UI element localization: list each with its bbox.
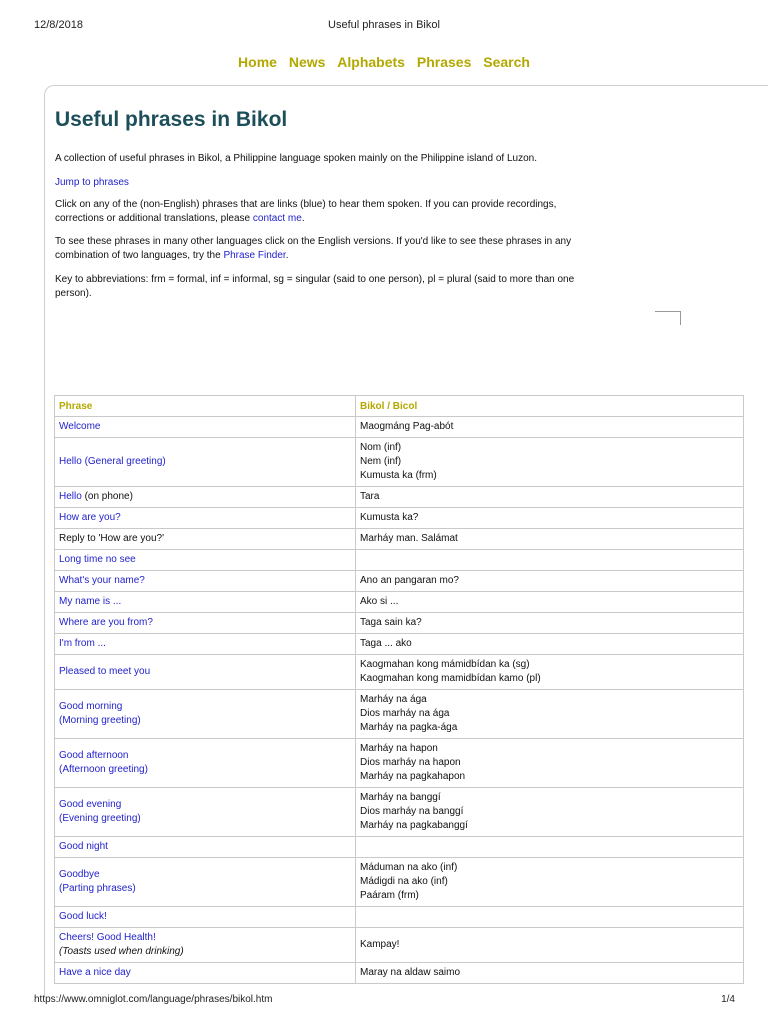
bikol-text: Tara	[360, 491, 380, 502]
print-date: 12/8/2018	[34, 19, 83, 31]
bikol-text: Marháy man. Salámat	[360, 533, 458, 544]
table-row	[55, 907, 744, 928]
header-phrase: Phrase	[55, 396, 356, 417]
phrase-text[interactable]: Good evening	[59, 799, 122, 810]
phrase-text[interactable]: Good morning	[59, 701, 123, 712]
table-row	[55, 550, 744, 571]
bikol-text: Kampay!	[360, 939, 400, 950]
bikol-cell	[356, 690, 744, 739]
bikol-cell	[356, 613, 744, 634]
phrase-cell	[55, 529, 356, 550]
phrase-text[interactable]: I'm from ...	[59, 638, 106, 649]
jump-to-phrases-link[interactable]: Jump to phrases	[55, 177, 129, 188]
table-row	[55, 571, 744, 592]
bikol-cell	[356, 487, 744, 508]
table-row	[55, 417, 744, 438]
bikol-cell	[356, 508, 744, 529]
phrase-text[interactable]: Goodbye	[59, 869, 100, 880]
phrase-text[interactable]: How are you?	[59, 512, 121, 523]
bikol-text: Maray na aldaw saimo	[360, 967, 461, 978]
see-instructions: To see these phrases in many other languages click on the English versions. If you'd like to see these phrases in any combination of two languages, try the Phrase Finder.	[55, 236, 572, 261]
bikol-cell	[356, 634, 744, 655]
nav-search[interactable]: Search	[483, 54, 530, 70]
page-title: Useful phrases in Bikol	[55, 108, 288, 131]
phrase-text[interactable]: What's your name?	[59, 575, 145, 586]
phrase-text[interactable]: Cheers! Good Health!	[59, 932, 156, 943]
phrase-text[interactable]: Where are you from?	[59, 617, 153, 628]
bikol-text: Kumusta ka?	[360, 512, 419, 523]
phrase-text[interactable]: My name is ...	[59, 596, 122, 607]
bikol-cell	[356, 592, 744, 613]
table-row	[55, 739, 744, 788]
bikol-text: Nom (inf)	[360, 442, 402, 453]
bikol-text: Dios marháy na banggí	[360, 806, 464, 817]
phrase-cell	[55, 907, 356, 928]
bikol-text: Taga ... ako	[360, 638, 412, 649]
nav-home[interactable]: Home	[238, 54, 277, 70]
bikol-cell	[356, 858, 744, 907]
phrase-cell	[55, 613, 356, 634]
bikol-text: Marháy na pagka-ága	[360, 722, 458, 733]
bikol-cell	[356, 571, 744, 592]
bikol-text: Marháy na ága	[360, 694, 427, 705]
phrase-cell	[55, 438, 356, 487]
phrase-cell	[55, 788, 356, 837]
phrase-text[interactable]: Welcome	[59, 421, 101, 432]
table-row	[55, 963, 744, 984]
phrase-text[interactable]: Long time no see	[59, 554, 136, 565]
bikol-text: Ano an pangaran mo?	[360, 575, 459, 586]
table-row	[55, 592, 744, 613]
phrase-text[interactable]: Hello (General greeting)	[59, 456, 166, 467]
phrases-table-body	[55, 417, 744, 984]
click-instructions: Click on any of the (non-English) phrases that are links (blue) to hear them spoken. If you can provide recordings, corrections or additional translations, please contact me.	[55, 199, 557, 224]
bikol-text: Taga sain ka?	[360, 617, 422, 628]
bikol-text: Ako si ...	[360, 596, 399, 607]
phrase-qualifier: (on phone)	[81, 491, 133, 502]
bikol-text: Marháy na banggí	[360, 792, 441, 803]
table-row	[55, 634, 744, 655]
phrase-note: (Toasts used when drinking)	[59, 946, 184, 957]
table-row	[55, 613, 744, 634]
phrase-text[interactable]: Have a nice day	[59, 967, 131, 978]
phrase-cell	[55, 550, 356, 571]
table-row	[55, 837, 744, 858]
print-footer-url: https://www.omniglot.com/language/phrases/bikol.htm	[34, 994, 273, 1005]
embedded-frame-edge	[655, 311, 681, 325]
bikol-text: Paáram (frm)	[360, 890, 419, 901]
phrase-cell	[55, 634, 356, 655]
bikol-cell	[356, 907, 744, 928]
bikol-text: Marháy na hapon	[360, 743, 438, 754]
abbreviation-key: Key to abbreviations: frm = formal, inf = informal, sg = singular (said to one person), pl = plural (said to more than one person).	[55, 274, 575, 299]
table-row	[55, 928, 744, 963]
phrase-cell	[55, 571, 356, 592]
phrase-cell	[55, 739, 356, 788]
nav-news[interactable]: News	[288, 54, 326, 70]
table-row	[55, 858, 744, 907]
bikol-text: Mádigdi na ako (inf)	[360, 876, 448, 887]
bikol-text: Kumusta ka (frm)	[360, 470, 437, 481]
phrase-cell	[55, 928, 356, 963]
bikol-text: Kaogmahan kong mámidbídan ka (sg)	[360, 659, 530, 670]
bikol-cell	[356, 837, 744, 858]
nav-alphabets[interactable]: Alphabets	[337, 54, 405, 70]
phrase-text[interactable]: (Evening greeting)	[59, 813, 141, 824]
nav-phrases[interactable]: Phrases	[416, 54, 472, 70]
table-row	[55, 690, 744, 739]
table-row	[55, 487, 744, 508]
bikol-cell	[356, 417, 744, 438]
phrase-cell	[55, 963, 356, 984]
bikol-cell	[356, 550, 744, 571]
intro-text: A collection of useful phrases in Bikol, a Philippine language spoken mainly on the Philippine island of Luzon.	[55, 153, 537, 164]
phrase-text[interactable]: Hello	[59, 491, 82, 502]
phrase-text[interactable]: Good afternoon	[59, 750, 129, 761]
bikol-text: Dios marháy na ága	[360, 708, 450, 719]
table-row	[55, 508, 744, 529]
phrase-text[interactable]: Pleased to meet you	[59, 666, 151, 677]
table-row	[55, 788, 744, 837]
bikol-text: Marháy na pagkabanggí	[360, 820, 468, 831]
bikol-text: Máduman na ako (inf)	[360, 862, 458, 873]
phrases-table	[54, 395, 744, 984]
print-footer-page: 1/4	[721, 994, 735, 1005]
bikol-text: Marháy na pagkahapon	[360, 771, 466, 782]
phrase-text: Reply to 'How are you?'	[59, 533, 164, 544]
table-header-row	[55, 396, 744, 417]
phrase-text[interactable]: Good luck!	[59, 911, 107, 922]
contact-link[interactable]: contact me	[252, 213, 302, 224]
print-title: Useful phrases in Bikol	[328, 19, 440, 31]
top-nav	[0, 54, 768, 70]
bikol-cell	[356, 788, 744, 837]
phrase-cell	[55, 592, 356, 613]
phrase-text[interactable]: Good night	[59, 841, 108, 852]
phrase-cell	[55, 690, 356, 739]
phrase-cell	[55, 508, 356, 529]
bikol-text: Dios marháy na hapon	[360, 757, 461, 768]
phrase-cell	[55, 837, 356, 858]
bikol-cell	[356, 963, 744, 984]
bikol-cell	[356, 928, 744, 963]
see-text: To see these phrases in many other languages click on the English versions. If you'd like to see these phrases in any combination of two languages, try the	[55, 236, 572, 261]
table-row	[55, 438, 744, 487]
bikol-cell	[356, 438, 744, 487]
bikol-text: Maogmáng Pag-abót	[360, 421, 454, 432]
jump-paragraph	[55, 176, 575, 190]
phrase-cell	[55, 417, 356, 438]
bikol-text: Kaogmahan kong mamidbídan kamo (pl)	[360, 673, 541, 684]
phrase-cell	[55, 858, 356, 907]
bikol-cell	[356, 655, 744, 690]
table-row	[55, 655, 744, 690]
bikol-cell	[356, 739, 744, 788]
phrase-text[interactable]: (Parting phrases)	[59, 883, 136, 894]
click-text: Click on any of the (non-English) phrases that are links (blue) to hear them spoken. If you can provide recordings, corrections or additional translations, please	[55, 199, 557, 224]
phrase-cell	[55, 487, 356, 508]
header-bikol: Bikol / Bicol	[356, 396, 744, 417]
phrase-text[interactable]: (Morning greeting)	[59, 715, 141, 726]
phrase-finder-link[interactable]: Phrase Finder	[223, 250, 286, 261]
bikol-cell	[356, 529, 744, 550]
table-row	[55, 529, 744, 550]
bikol-text: Nem (inf)	[360, 456, 402, 467]
phrase-cell	[55, 655, 356, 690]
phrase-text[interactable]: (Afternoon greeting)	[59, 764, 148, 775]
